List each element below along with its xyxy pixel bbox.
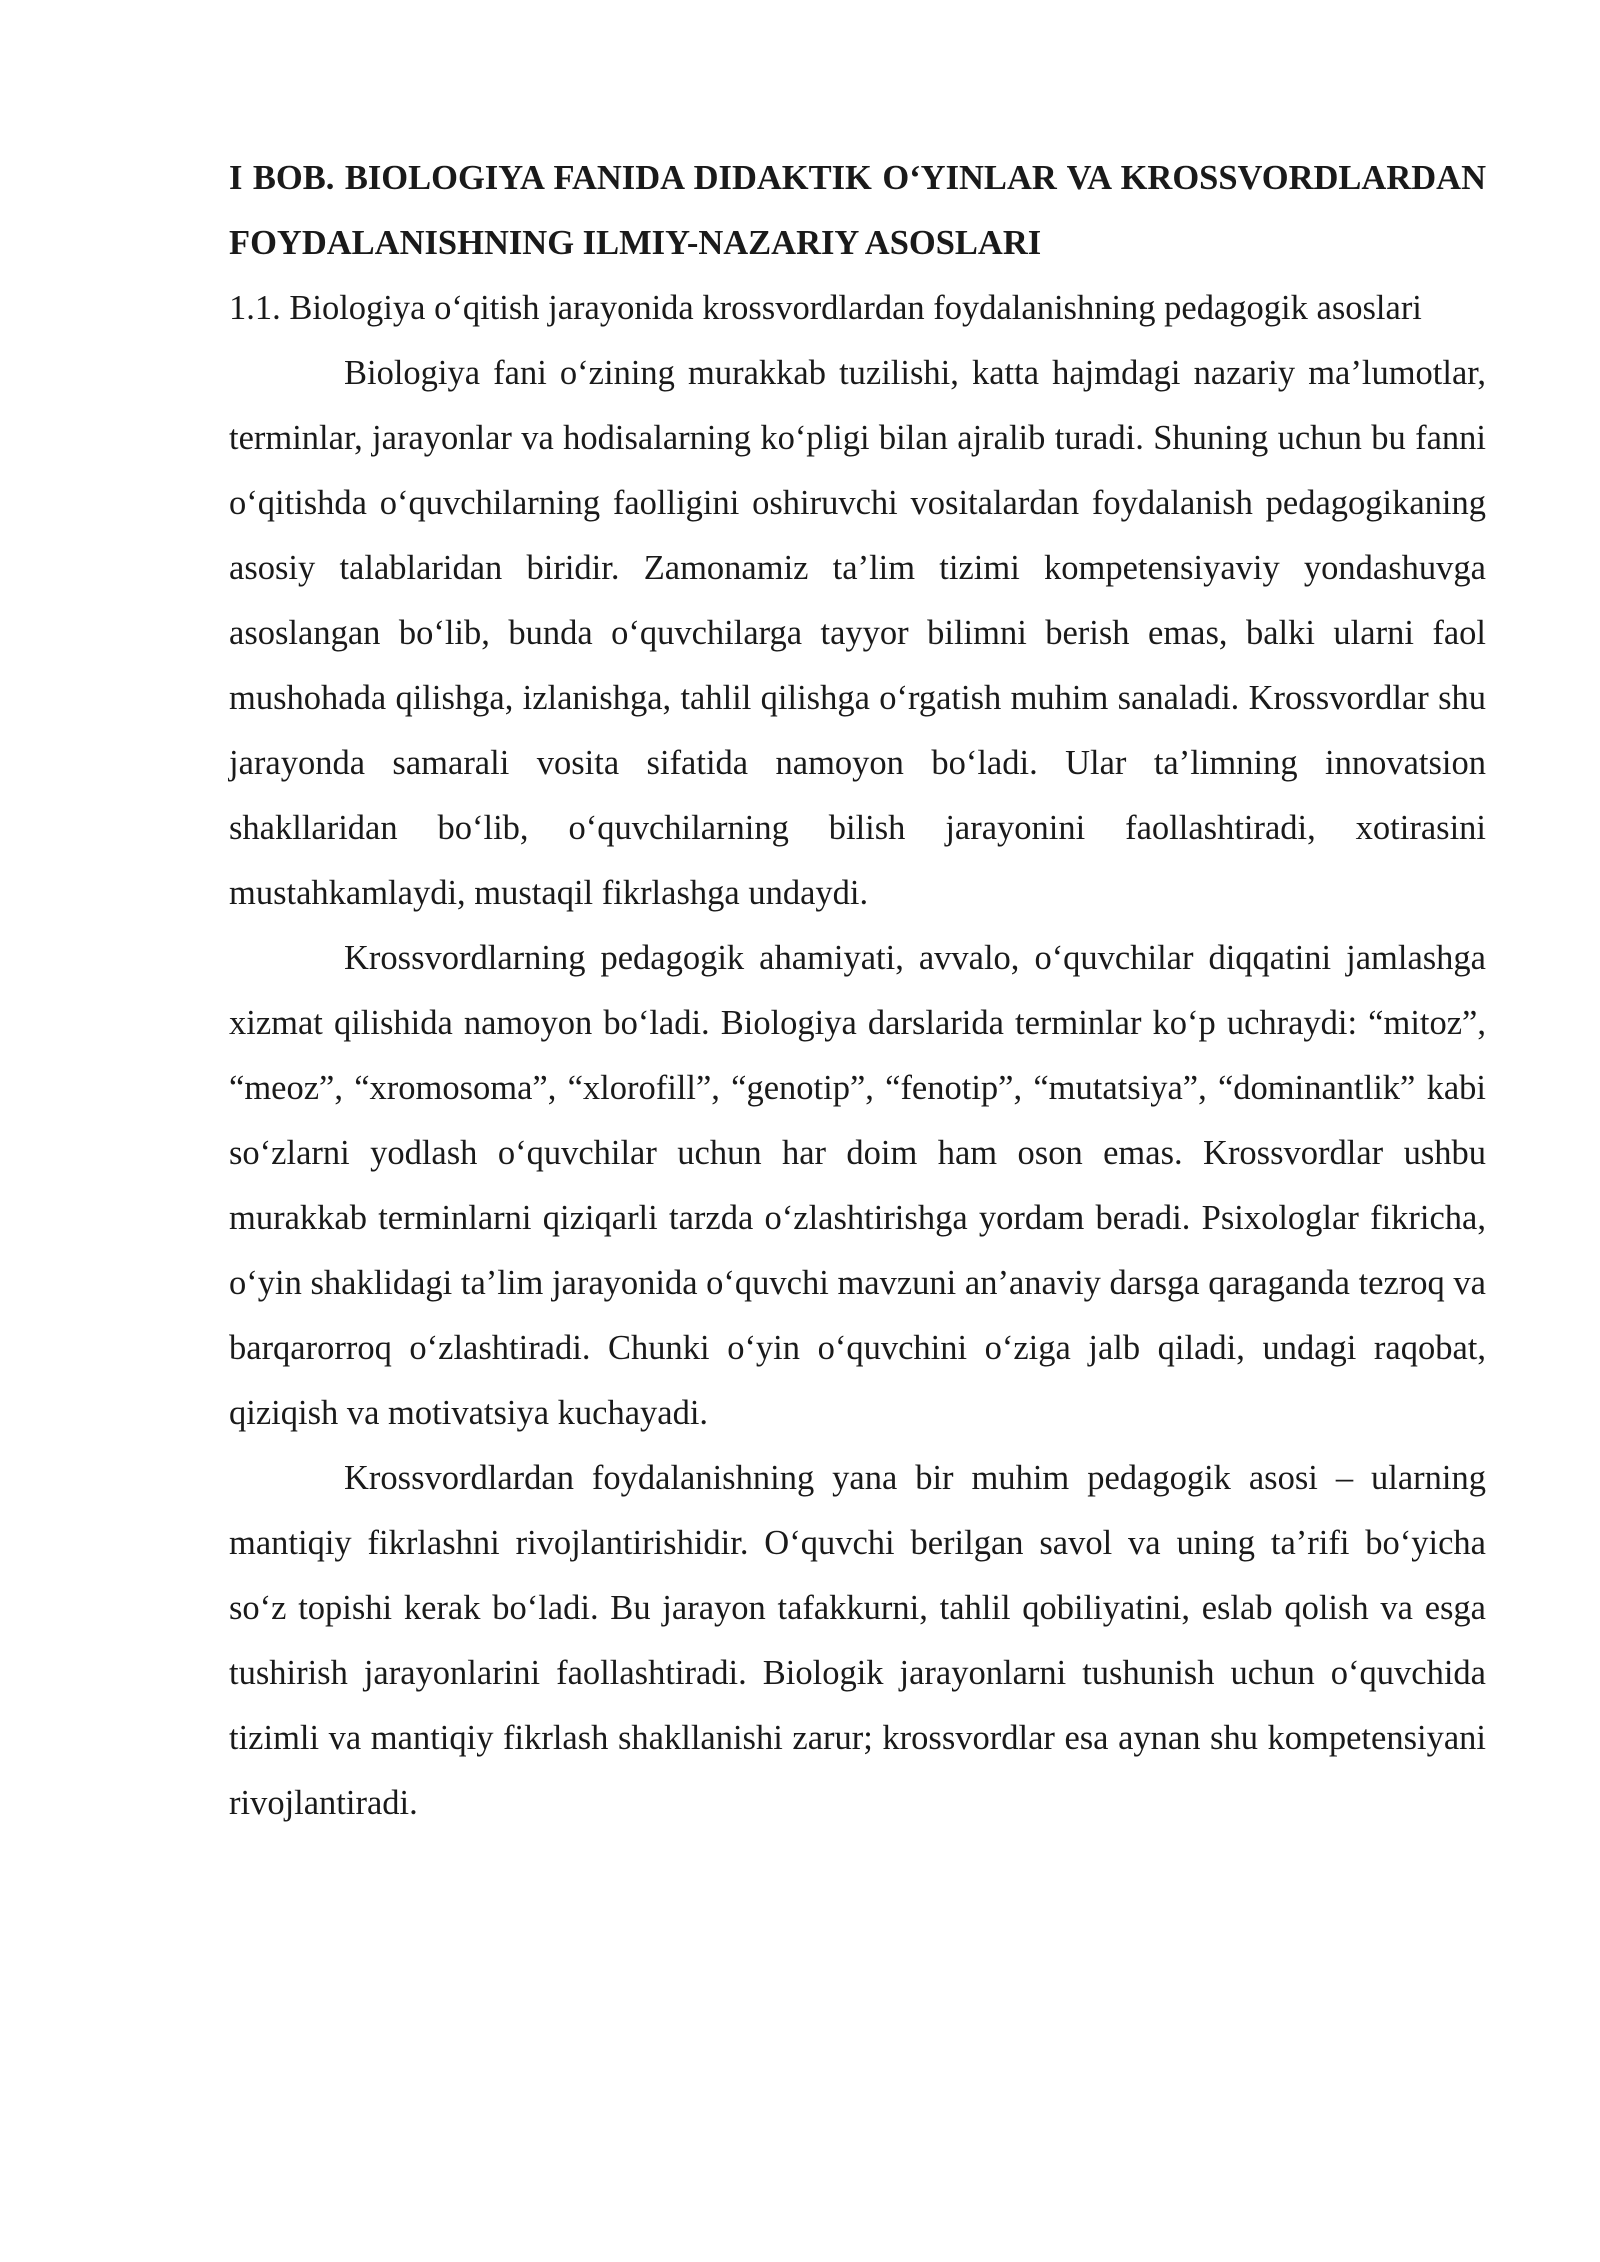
document-page (229, 146, 1486, 1836)
chapter-title: I BOB. BIOLOGIYA FANIDA DIDAKTIK O‘YINLAR VA KROSSVORDLARDAN FOYDALANISHNING ILMIY-NAZARIY ASOSLARI (229, 159, 1486, 262)
body-paragraph-2: Krossvordlarning pedagogik ahamiyati, avvalo, o‘quvchilar diqqatini jamlashga xizmat qilishida namoyon bo‘ladi. Biologiya darslarida terminlar ko‘p uchraydi: “mitoz”, “meoz”, “xromosoma”, “xlorofill”, “genotip”, “fenotip”, “mutatsiya”, “dominantlik” kabi so‘zlarni yodlash o‘quvchilar uchun har doim ham oson emas. Krossvordlar ushbu murakkab terminlarni qiziqarli tarzda o‘zlashtirishga yordam beradi. Psixologlar fikricha, o‘yin shaklidagi ta’lim jarayonida o‘quvchi mavzuni an’anaviy darsga qaraganda tezroq va barqarorroq o‘zlashtiradi. Chunki o‘yin o‘quvchini o‘ziga jalb qiladi, undagi raqobat, qiziqish va motivatsiya kuchayadi. (229, 939, 1486, 1432)
section-title: 1.1. Biologiya o‘qitish jarayonida krossvordlardan foydalanishning pedagogik asoslari (229, 289, 1422, 327)
body-paragraph-3: Krossvordlardan foydalanishning yana bir muhim pedagogik asosi – ularning mantiqiy fikrlashni rivojlantirishidir. O‘quvchi berilgan savol va uning ta’rifi bo‘yicha so‘z topishi kerak bo‘ladi. Bu jarayon tafakkurni, tahlil qobiliyatini, eslab qolish va esga tushirish jarayonlarini faollashtiradi. Biologik jarayonlarni tushunish uchun o‘quvchida tizimli va mantiqiy fikrlash shakllanishi zarur; krossvordlar esa aynan shu kompetensiyani rivojlantiradi. (229, 1459, 1486, 1822)
body-paragraph-1: Biologiya fani o‘zining murakkab tuzilishi, katta hajmdagi nazariy ma’lumotlar, terminlar, jarayonlar va hodisalarning ko‘pligi bilan ajralib turadi. Shuning uchun bu fanni o‘qitishda o‘quvchilarning faolligini oshiruvchi vositalardan foydalanish pedagogikaning asosiy talablaridan biridir. Zamonamiz ta’lim tizimi kompetensiyaviy yondashuvga asoslangan bo‘lib, bunda o‘quvchilarga tayyor bilimni berish emas, balki ularni faol mushohada qilishga, izlanishga, tahlil qilishga o‘rgatish muhim sanaladi. Krossvordlar shu jarayonda samarali vosita sifatida namoyon bo‘ladi. Ular ta’limning innovatsion shakllaridan bo‘lib, o‘quvchilarning bilish jarayonini faollashtiradi, xotirasini mustahkamlaydi, mustaqil fikrlashga undaydi. (229, 354, 1486, 912)
